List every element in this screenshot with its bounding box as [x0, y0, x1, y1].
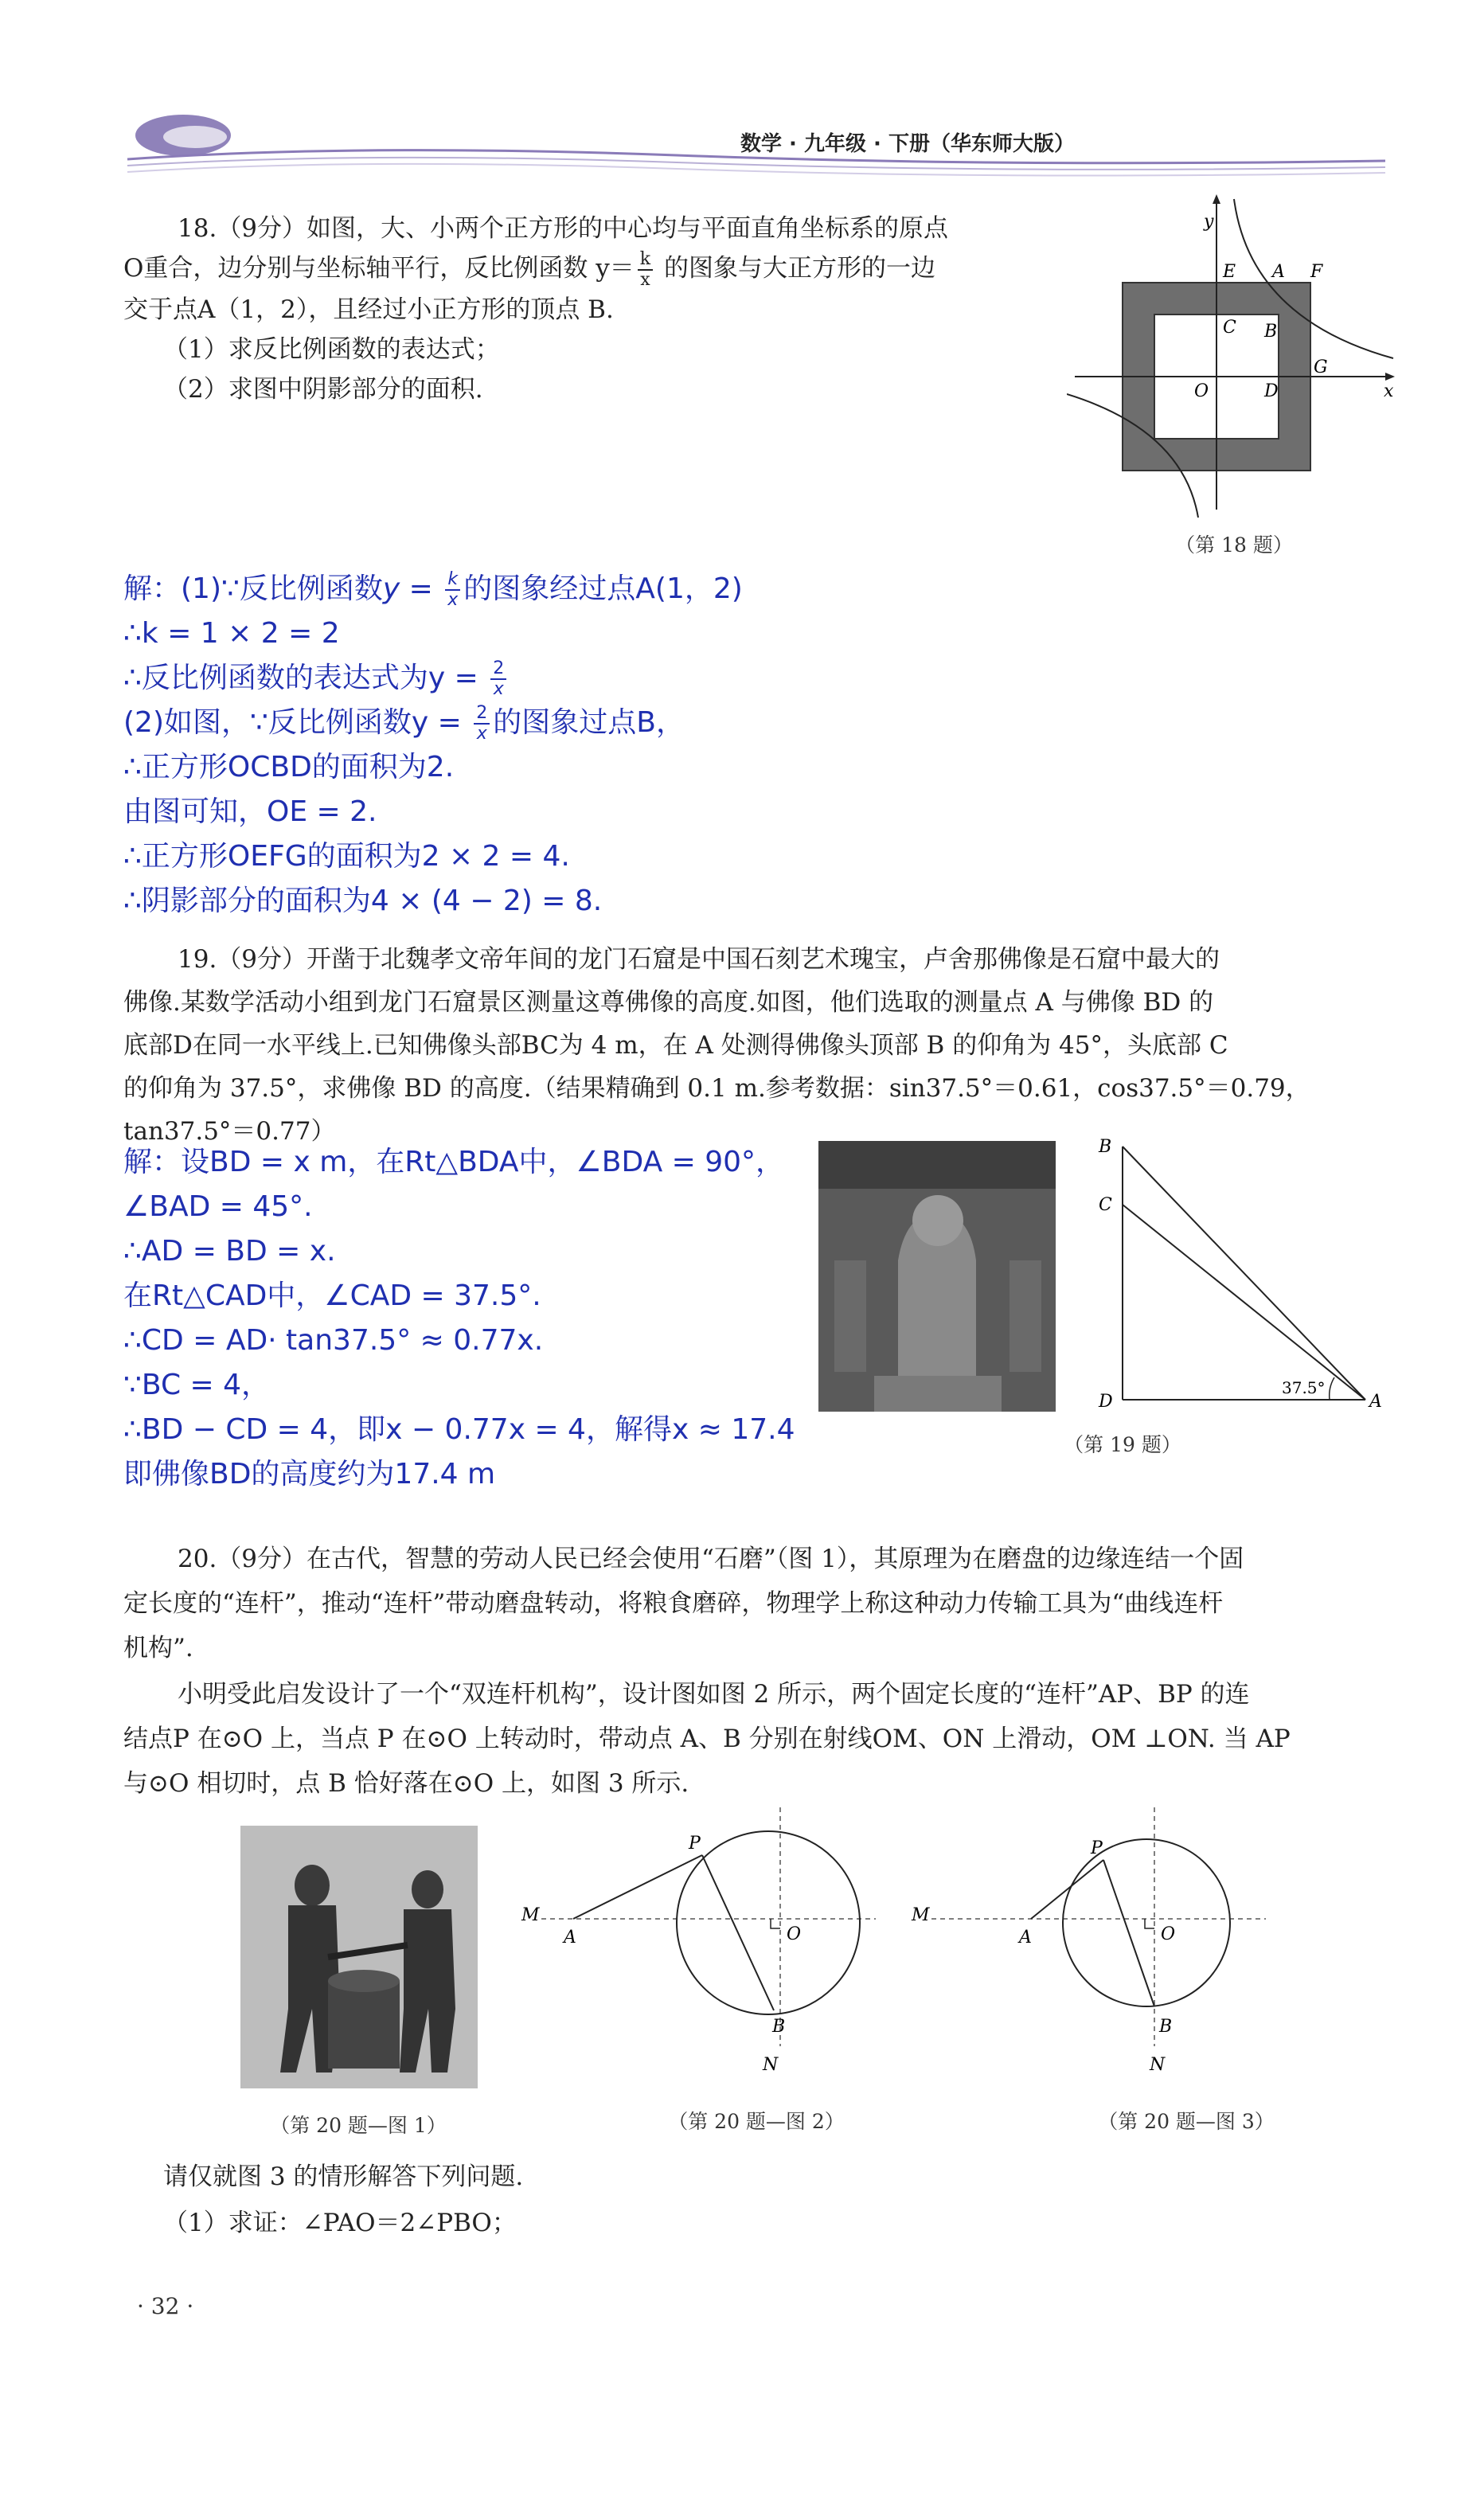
svg-text:B: B	[772, 2017, 786, 2037]
svg-text:M: M	[912, 1905, 930, 1925]
q20-figure-3	[900, 1807, 1266, 2078]
q20-caption-1: （第 20 题—图 1）	[270, 2114, 447, 2137]
q18-caption: （第 18 题）	[1175, 533, 1293, 557]
svg-text:C: C	[1223, 318, 1236, 338]
svg-text:P: P	[1091, 1838, 1103, 1858]
q20-caption-2: （第 20 题—图 2）	[668, 2110, 845, 2133]
q20-figure-2	[510, 1807, 876, 2078]
svg-text:x: x	[1384, 381, 1394, 401]
svg-text:D: D	[1264, 381, 1279, 401]
page-number: · 32 ·	[137, 2293, 194, 2319]
svg-text:A: A	[564, 1928, 576, 1947]
q18-number: 18.	[178, 214, 217, 243]
q20-instructions: 请仅就图 3 的情形解答下列问题. （1）求证：∠PAO＝2∠PBO；	[163, 2162, 524, 2237]
q18-text: 18.（9分）如图，大、小两个正方形的中心均与平面直角坐标系的原点 O重合，边分别与坐标轴平行，反比例函数 y＝ $\frac{k}{x}$ 的图象与大正方形的一边 交于点A（1，2），且经过小正方形的顶点 B. （1）求反比例函数的表达式； （2）求图中阴影部分的面积.	[123, 214, 949, 404]
svg-text:O: O	[1194, 381, 1209, 401]
svg-text:B: B	[1159, 2017, 1173, 2037]
q19-text: 19.（9分）开凿于北魏孝文帝年间的龙门石窟是中国石刻艺术瑰宝，卢舍那佛像是石窟中最大的 佛像.某数学活动小组到龙门石窟景区测量这尊佛像的高度.如图，他们选取的测量点 A 与佛像 BD 的 底部D在同一水平线上.已知佛像头部BC为 4 m，在 A 处测得佛像头顶部 B 的仰角为 45°，头底部 C 的仰角为 37.5°，求佛像 BD 的高度.（结果精确到 0.1 m.参考数据：sin37.5°＝0.61，cos37.5°＝0.79， tan37.5°＝0.77）	[123, 945, 1310, 1146]
svg-text:37.5°: 37.5°	[1282, 1378, 1326, 1397]
svg-text:B: B	[1099, 1137, 1112, 1157]
svg-text:G: G	[1314, 357, 1328, 377]
svg-text:A: A	[1272, 262, 1285, 282]
svg-text:A: A	[1369, 1392, 1382, 1412]
svg-text:E: E	[1223, 262, 1236, 282]
stone-mill-photo	[240, 1826, 478, 2088]
svg-text:A: A	[1019, 1928, 1032, 1947]
svg-text:D: D	[1099, 1392, 1113, 1412]
svg-text:P: P	[689, 1834, 701, 1854]
q19-caption: （第 19 题）	[1064, 1433, 1181, 1456]
svg-text:C: C	[1099, 1195, 1112, 1215]
svg-text:N: N	[1150, 2055, 1166, 2075]
q18-figure	[1067, 191, 1401, 525]
svg-text:N: N	[763, 2055, 779, 2075]
svg-text:F: F	[1310, 262, 1323, 282]
svg-text:y: y	[1204, 212, 1214, 232]
svg-text:O: O	[787, 1924, 802, 1944]
answer-19: 解：设BD = x m，在Rt△BDA中，∠BDA = 90°， ∠BAD = 45°. ∴AD = BD = x. 在Rt△CAD中，∠CAD = 37.5°. ∴CD = AD· tan37.5° ≈ 0.77x. ∵BC = 4， ∴BD − CD = 4，即x − 0.77x = 4，解得x ≈ 17.4 即佛像BD的高度约为17.4 m	[123, 1146, 795, 1490]
svg-text:B: B	[1264, 322, 1278, 342]
q20-caption-3: （第 20 题—图 3）	[1098, 2110, 1275, 2133]
answer-18: 解：(1)∵反比例函数y = $\frac{k}{x}$ 的图象经过点A(1，2) ∴k = 1 × 2 = 2 ∴反比例函数的表达式为y = $\frac{2}{x}$ (2)如图，∵反比例函数y = $\frac{2}{x}$ 的图象过点B， ∴正方形OCBD的面积为2. 由图可知，OE = 2. ∴正方形OEFG的面积为2 × 2 = 4. ∴阴影部分的面积为4 × (4 − 2) = 8.	[123, 569, 743, 917]
svg-text:M: M	[521, 1905, 540, 1925]
buddha-photo	[818, 1141, 1056, 1412]
q20-text: 20.（9分）在古代，智慧的劳动人民已经会使用“石磨”（图 1），其原理为在磨盘的边缘连结一个固 定长度的“连杆”，推动“连杆”带动磨盘转动，将粮食磨碎，物理学上称这种动力传输工具为“曲线连杆 机构”. 小明受此启发设计了一个“双连杆机构”，设计图如图 2 所示，两个固定长度的“连杆”AP、BP 的连 结点P 在⊙O 上，当点 P 在⊙O 上转动时，带动点 A、B 分别在射线OM、ON 上滑动，OM ⊥ON. 当 AP 与⊙O 相切时，点 B 恰好落在⊙O 上，如图 3 所示.	[123, 1545, 1291, 1798]
header-title: 数学 · 九年级 · 下册（华东师大版）	[740, 132, 1075, 156]
q19-figure	[1091, 1135, 1393, 1421]
svg-text:O: O	[1161, 1924, 1176, 1944]
